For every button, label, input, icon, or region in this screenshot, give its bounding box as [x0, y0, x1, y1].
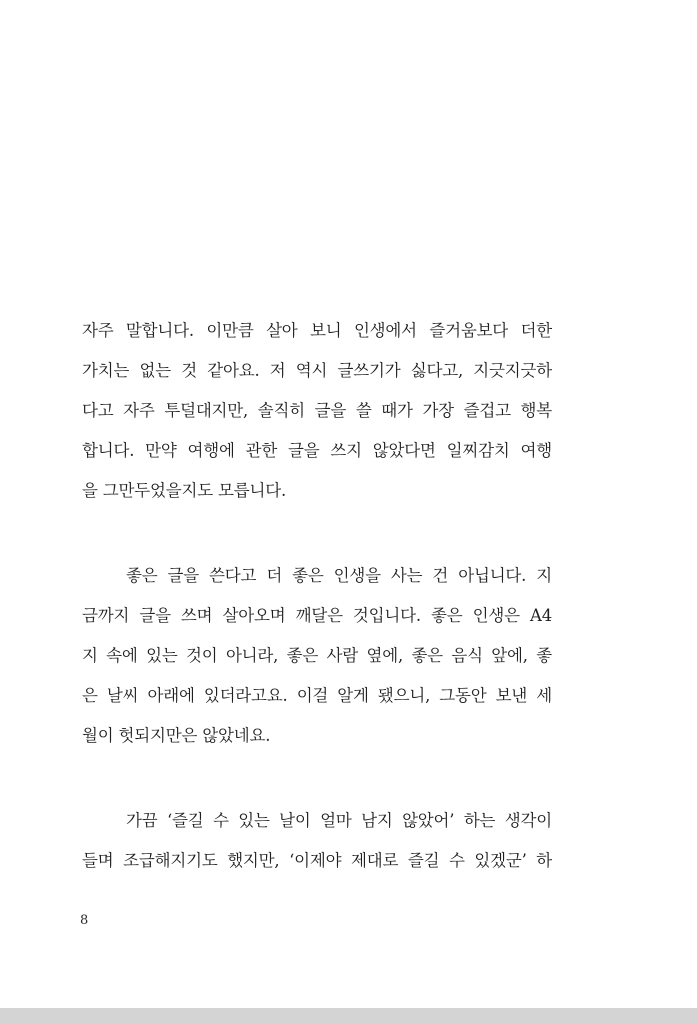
page-number: 8: [80, 913, 89, 928]
text-line: 가치는 없는 것 같아요. 저 역시 글쓰기가 싫다고, 지긋지긋하: [82, 361, 552, 380]
text-line: 금까지 글을 쓰며 살아오며 깨달은 것입니다. 좋은 인생은 A4: [82, 606, 552, 625]
paragraph-1: [82, 311, 552, 511]
text-line: 지 속에 있는 것이 아니라, 좋은 사람 옆에, 좋은 음식 앞에, 좋: [82, 646, 552, 665]
text-line: 월이 헛되지만은 않았네요.: [82, 726, 271, 745]
text-line: 자주 말합니다. 이만큼 살아 보니 인생에서 즐거움보다 더한: [82, 321, 552, 340]
text-line: 가끔 ‘즐길 수 있는 날이 얼마 남지 않았어’ 하는 생각이: [126, 811, 552, 830]
paragraph-2: [82, 556, 552, 756]
text-line: 좋은 글을 쓴다고 더 좋은 인생을 사는 건 아닙니다. 지: [126, 566, 552, 585]
text-line: 을 그만두었을지도 모릅니다.: [82, 481, 287, 500]
bottom-scroll-bar: [0, 1008, 697, 1024]
text-line: 합니다. 만약 여행에 관한 글을 쓰지 않았다면 일찌감치 여행: [82, 441, 552, 460]
text-line: 다고 자주 투덜대지만, 솔직히 글을 쓸 때가 가장 즐겁고 행복: [82, 401, 552, 420]
text-line: 은 날씨 아래에 있더라고요. 이걸 알게 됐으니, 그동안 보낸 세: [82, 686, 552, 705]
text-line: 들며 조급해지기도 했지만, ‘이제야 제대로 즐길 수 있겠군’ 하: [82, 851, 552, 870]
paragraph-3: [82, 801, 552, 881]
